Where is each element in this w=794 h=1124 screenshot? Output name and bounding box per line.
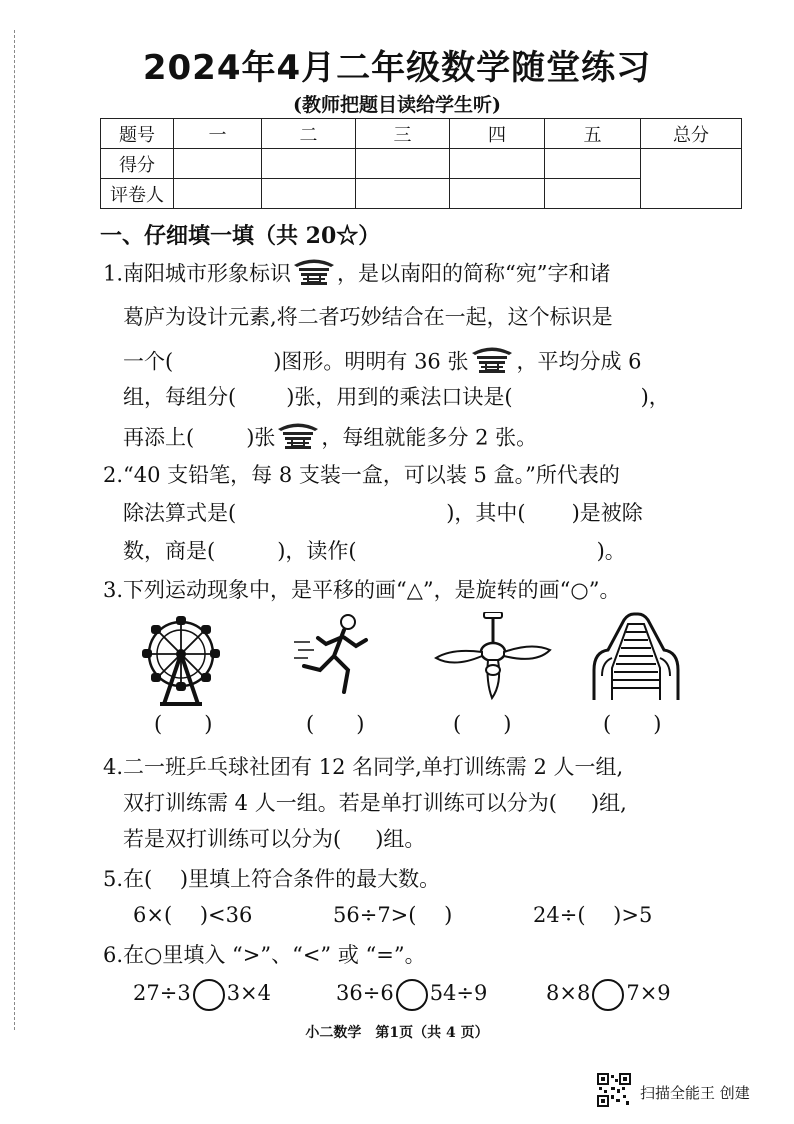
- q4-line-2: [123, 788, 627, 818]
- q6-item-3: [546, 978, 671, 1011]
- q1-line-1: [103, 256, 611, 294]
- q1-line-4: [123, 382, 670, 412]
- score-table-header-row: [101, 119, 742, 149]
- motion-pictures: [0, 608, 794, 748]
- grader-cell[interactable]: [356, 179, 450, 209]
- q1-line-5: [123, 420, 537, 458]
- score-header-cell: 题号: [101, 119, 174, 149]
- q2-line-2: [123, 498, 643, 528]
- score-header-cell: 四: [450, 119, 545, 149]
- q4-line-1: 4.二一班乒乓球社团有 12 名同学,单打训练需 2 人一组,: [103, 755, 624, 779]
- section-heading: 一、仔细填一填（共 20☆）: [100, 223, 381, 249]
- q2-text: )，其中(: [446, 501, 526, 525]
- runner-icon: [294, 612, 374, 702]
- score-header-cell: 二: [262, 119, 356, 149]
- q1-line-2: 葛庐为设计元素,将二者巧妙结合在一起，这个标识是: [123, 305, 613, 329]
- q1-text: )张: [246, 425, 276, 450]
- total-score-cell[interactable]: [641, 149, 742, 209]
- q3-answer-blank-2[interactable]: ( ): [306, 712, 365, 736]
- page-footer: 小二数学 第1页（共 4 页）: [305, 1025, 489, 1041]
- q6-item-1: [133, 978, 271, 1011]
- q4-text: )组。: [375, 827, 426, 851]
- grader-cell[interactable]: [450, 179, 545, 209]
- score-cell[interactable]: [450, 149, 545, 179]
- q5-item-1[interactable]: 6×( )<36: [133, 903, 253, 927]
- q2-text: 除法算式是(: [123, 501, 237, 525]
- q5-line-1: 5.在( )里填上符合条件的最大数。: [103, 867, 441, 891]
- q1-line-3: [123, 344, 642, 382]
- q6-line-1: 6.在○里填入 “>”、“<” 或 “=”。: [103, 943, 426, 967]
- q1-text: )图形。明明有 36 张: [273, 349, 469, 374]
- q5-item-3[interactable]: 24÷( )>5: [533, 903, 653, 927]
- q4-line-3: [123, 824, 425, 854]
- q6-left-expression: 27÷3: [133, 981, 191, 1005]
- score-table: [100, 118, 742, 209]
- q1-text: )张，用到的乘法口诀是(: [286, 385, 513, 409]
- page-title: 2024年4月二年级数学随堂练习: [142, 48, 652, 88]
- score-header-cell: 三: [356, 119, 450, 149]
- q6-item-2: [336, 978, 487, 1011]
- q1-text: ，平均分成 6: [516, 349, 642, 374]
- score-header-cell: 总分: [641, 119, 742, 149]
- q3-answer-blank-1[interactable]: ( ): [154, 712, 213, 736]
- ferris-wheel-icon: [136, 614, 226, 708]
- q3-answer-blank-4[interactable]: ( ): [603, 712, 662, 736]
- nanyang-logo-icon: [275, 420, 321, 458]
- q4-text: 双打训练需 4 人一组。若是单打训练可以分为(: [123, 791, 557, 815]
- q6-left-expression: 36÷6: [336, 981, 394, 1005]
- q5-item-2[interactable]: 56÷7>( ): [333, 903, 453, 927]
- score-cell[interactable]: [174, 149, 262, 179]
- q3-line-1: 3.下列运动现象中，是平移的画“△”，是旋转的画“○”。: [103, 578, 621, 602]
- score-row-label: 评卷人: [101, 179, 174, 209]
- q4-text: )组,: [590, 791, 627, 815]
- q1-text: ，是以南阳的简称“宛”字和诸: [337, 261, 611, 286]
- score-header-cell: 五: [545, 119, 641, 149]
- scanner-watermark: 扫描全能王 创建: [640, 1084, 750, 1102]
- q2-line-3: [123, 536, 626, 566]
- nanyang-logo-icon: [468, 344, 516, 382]
- q1-text: ，每组就能多分 2 张。: [321, 425, 538, 450]
- grader-cell[interactable]: [545, 179, 641, 209]
- q6-right-expression: 7×9: [626, 981, 671, 1005]
- q1-text: 一个(: [123, 349, 174, 374]
- compare-circle[interactable]: [396, 979, 428, 1011]
- grader-cell[interactable]: [262, 179, 356, 209]
- escalator-icon: [588, 610, 684, 704]
- q2-text: )，读作(: [277, 539, 357, 563]
- q2-text: )是被除: [571, 501, 643, 525]
- nanyang-logo-icon: [291, 256, 337, 294]
- q6-right-expression: 3×4: [226, 981, 272, 1005]
- qr-code-icon: [597, 1073, 631, 1107]
- q4-text: 若是双打训练可以分为(: [123, 827, 342, 851]
- page-subtitle: (教师把题目读给学生听): [293, 94, 501, 116]
- score-cell[interactable]: [356, 149, 450, 179]
- score-row-label: 得分: [101, 149, 174, 179]
- compare-circle[interactable]: [193, 979, 225, 1011]
- score-cell[interactable]: [545, 149, 641, 179]
- q2-line-1: 2.“40 支铅笔，每 8 支装一盒，可以装 5 盒。”所代表的: [103, 463, 620, 487]
- score-cell[interactable]: [262, 149, 356, 179]
- q1-text: 再添上(: [123, 425, 195, 450]
- q1-text: 组，每组分(: [123, 385, 237, 409]
- page-fold-line: [14, 30, 15, 1030]
- score-header-cell: 一: [174, 119, 262, 149]
- q2-text: 数，商是(: [123, 539, 216, 563]
- q6-right-expression: 54÷9: [429, 981, 488, 1005]
- q3-answer-blank-3[interactable]: ( ): [453, 712, 512, 736]
- q2-text: )。: [596, 539, 626, 563]
- q1-text: )，: [640, 385, 670, 409]
- ceiling-fan-icon: [432, 612, 554, 702]
- q6-left-expression: 8×8: [546, 981, 591, 1005]
- grader-cell[interactable]: [174, 179, 262, 209]
- score-table-row: [101, 149, 742, 179]
- q1-text: 1.南阳城市形象标识: [103, 261, 292, 286]
- compare-circle[interactable]: [592, 979, 624, 1011]
